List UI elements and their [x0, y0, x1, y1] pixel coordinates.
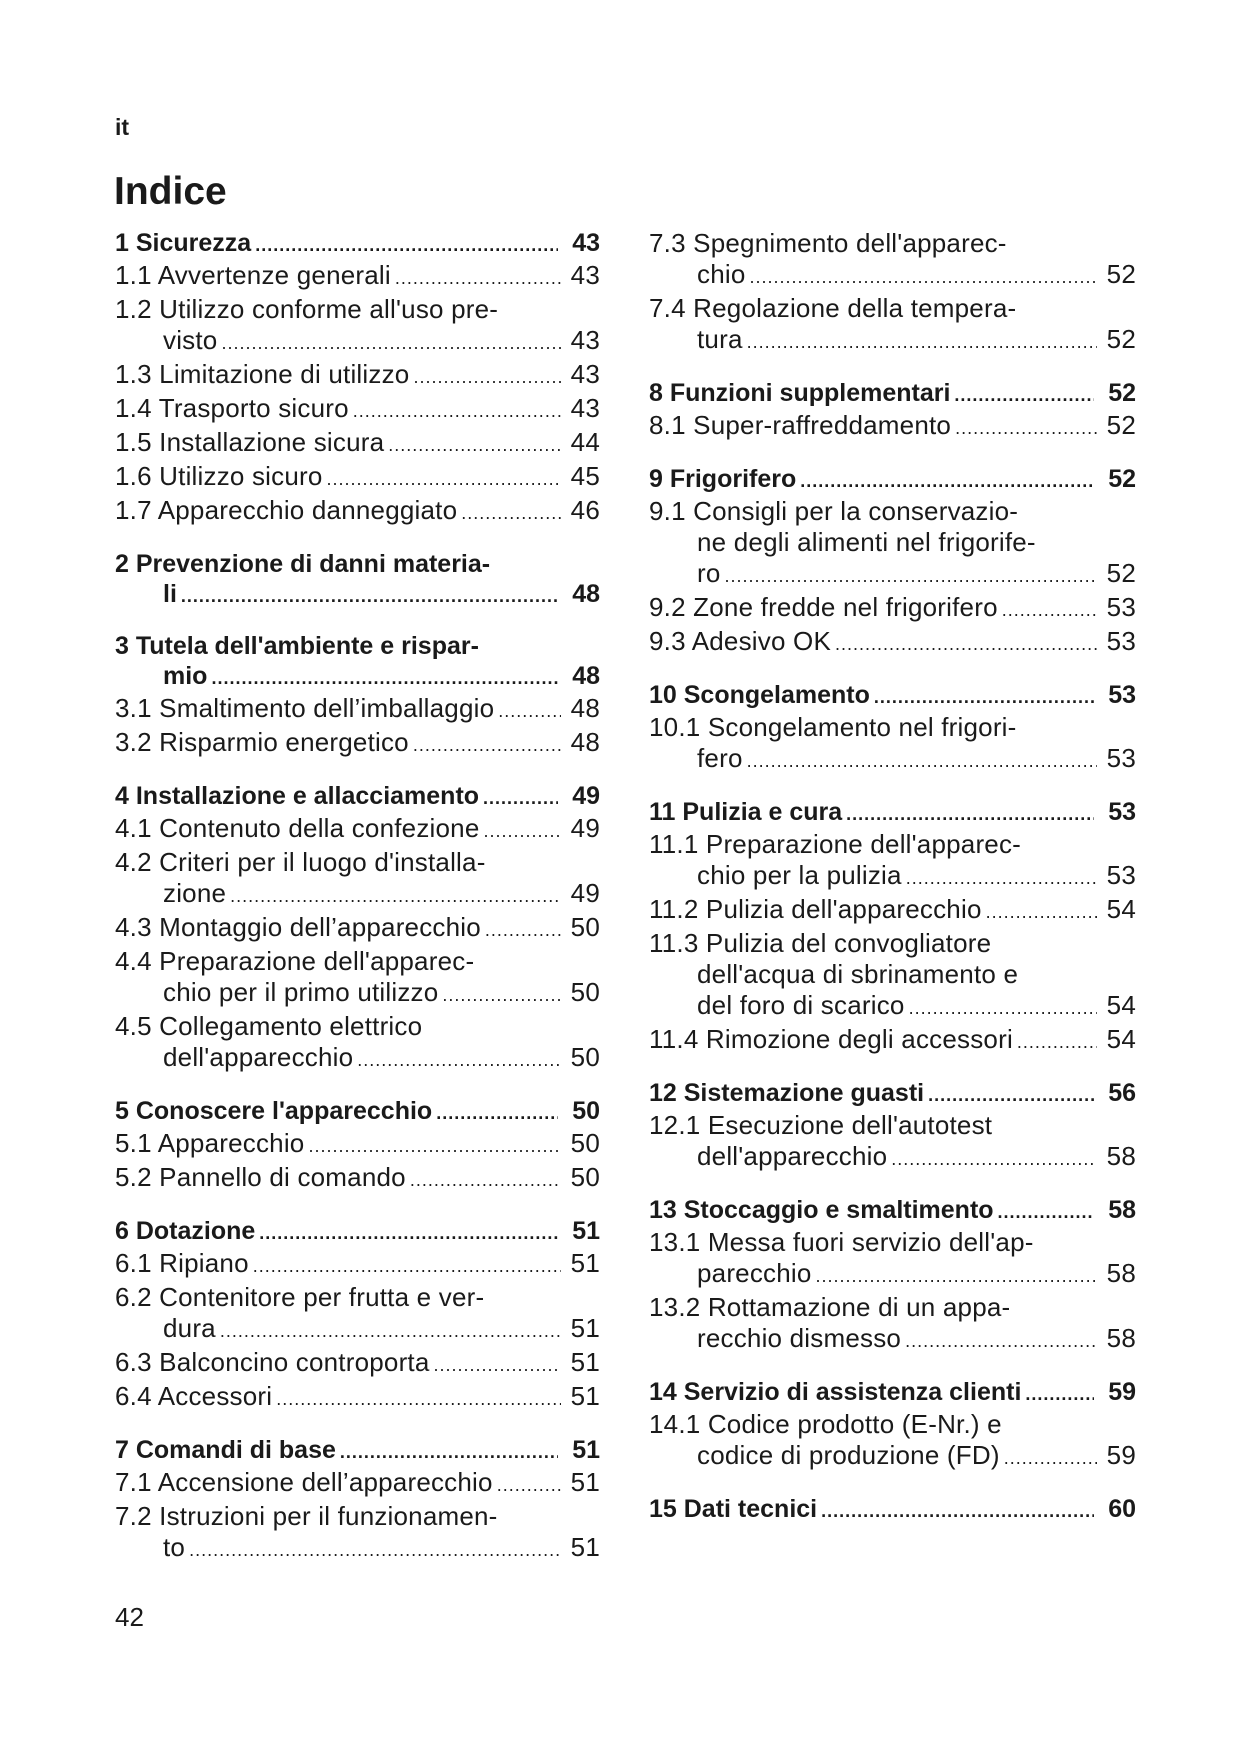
entry-text: 4.5 Collegamento elettrico — [115, 1011, 423, 1041]
dot-leader — [1025, 1379, 1094, 1409]
entry-page: 51 — [570, 1381, 600, 1411]
page-number: 42 — [115, 1602, 144, 1632]
entry-text: 11.1 Preparazione dell'apparec- — [649, 829, 1022, 859]
toc-entry[interactable] — [649, 712, 1136, 777]
entry-page: 53 — [1106, 743, 1136, 773]
entry-page: 52 — [1106, 259, 1136, 289]
entry-page: 54 — [1106, 894, 1136, 924]
heading-page: 52 — [1108, 465, 1136, 493]
toc-entry[interactable] — [649, 1024, 1136, 1058]
heading-text: 12 Sistemazione guasti — [649, 1079, 925, 1107]
entry-page: 50 — [570, 1128, 600, 1158]
entry-page: 48 — [570, 727, 600, 757]
entry-text: 3.2 Risparmio energetico — [115, 727, 409, 757]
toc-heading-3-tutela-dell-ambiente-e-rispar[interactable] — [115, 631, 600, 693]
toc-heading-9-frigorifero[interactable] — [649, 464, 1136, 496]
entry-text: chio per il primo utilizzo — [163, 977, 439, 1007]
toc-entry[interactable] — [649, 894, 1136, 928]
toc-entry[interactable] — [115, 1467, 600, 1501]
toc-entry[interactable] — [115, 359, 600, 393]
dot-leader — [436, 1098, 558, 1128]
entry-page: 50 — [570, 1162, 600, 1192]
heading-text: 2 Prevenzione di danni materia- — [115, 550, 491, 578]
entry-text: 10.1 Scongelamento nel frigori- — [649, 712, 1017, 742]
entry-text: 6.2 Contenitore per frutta e ver- — [115, 1282, 485, 1312]
dot-leader — [434, 1350, 561, 1381]
toc-section — [649, 1494, 1136, 1526]
dot-leader — [461, 498, 560, 529]
toc-entry[interactable] — [115, 294, 600, 359]
dot-leader — [986, 897, 1097, 928]
toc-entry[interactable] — [115, 1011, 600, 1076]
toc-entry[interactable] — [649, 1409, 1136, 1474]
heading-page: 49 — [572, 782, 600, 810]
toc-entry[interactable] — [649, 829, 1136, 894]
entry-page: 54 — [1106, 990, 1136, 1020]
heading-text: 3 Tutela dell'ambiente e rispar- — [115, 632, 479, 660]
toc-entry[interactable] — [115, 813, 600, 847]
entry-text: 7.2 Istruzioni per il funzionamen- — [115, 1501, 498, 1531]
entry-text: 4.3 Montaggio dell’apparecchio — [115, 912, 481, 942]
dot-leader — [874, 682, 1094, 712]
heading-page: 51 — [572, 1217, 600, 1245]
dot-leader — [484, 816, 561, 847]
dot-leader — [747, 327, 1097, 358]
toc-heading-4-installazione-e-allacciamento[interactable] — [115, 781, 600, 813]
entry-text: dell'apparecchio — [697, 1141, 888, 1171]
heading-text: 4 Installazione e allacciamento — [115, 782, 480, 810]
entry-page: 51 — [570, 1248, 600, 1278]
heading-page: 59 — [1108, 1378, 1136, 1406]
entry-text: tura — [697, 324, 743, 354]
heading-page: 48 — [572, 580, 600, 608]
entry-text: 9.1 Consigli per la conservazio- — [649, 496, 1019, 526]
dot-leader — [954, 380, 1094, 410]
dot-leader — [485, 915, 561, 946]
entry-text: 1.1 Avvertenze generali — [115, 260, 391, 290]
heading-page: 60 — [1108, 1495, 1136, 1523]
entry-text: codice di produzione (FD) — [697, 1440, 1000, 1470]
entry-text: 11.2 Pulizia dell'apparecchio — [649, 894, 982, 924]
entry-text: 12.1 Esecuzione dell'autotest — [649, 1110, 993, 1140]
dot-leader — [816, 1261, 1097, 1292]
entry-text: fero — [697, 743, 743, 773]
entry-text: parecchio — [697, 1258, 812, 1288]
toc-entry[interactable] — [115, 393, 600, 427]
dot-leader — [410, 1165, 561, 1196]
heading-text: 8 Funzioni supplementari — [649, 379, 951, 407]
heading-text: 15 Dati tecnici — [649, 1495, 818, 1523]
entry-text: 5.1 Apparecchio — [115, 1128, 305, 1158]
entry-page: 52 — [1106, 324, 1136, 354]
entry-page: 53 — [1106, 860, 1136, 890]
dot-leader — [413, 362, 560, 393]
dot-leader — [276, 1384, 560, 1415]
dot-leader — [442, 980, 560, 1011]
heading-text: 11 Pulizia e cura — [649, 798, 843, 826]
dot-leader — [259, 1218, 558, 1248]
entry-text: 6.4 Accessori — [115, 1381, 273, 1411]
toc-section — [115, 1096, 600, 1196]
toc-entry[interactable] — [115, 1162, 600, 1196]
heading-text: 13 Stoccaggio e smaltimento — [649, 1196, 994, 1224]
entry-page: 43 — [570, 359, 600, 389]
heading-text: 5 Conoscere l'apparecchio — [115, 1097, 433, 1125]
toc-section — [115, 781, 600, 1076]
heading-page: 51 — [572, 1436, 600, 1464]
toc-section — [115, 228, 600, 529]
entry-text: recchio dismesso — [697, 1323, 902, 1353]
toc-column-left — [115, 228, 600, 1586]
toc-heading-8-funzioni-supplementari[interactable] — [649, 378, 1136, 410]
dot-leader — [498, 696, 560, 727]
entry-text: 7.4 Regolazione della tempera- — [649, 293, 1017, 323]
toc-heading-15-dati-tecnici[interactable] — [649, 1494, 1136, 1526]
toc-entry[interactable] — [649, 928, 1136, 1024]
dot-leader — [413, 730, 561, 761]
toc-column-right — [649, 228, 1136, 1546]
toc-section — [115, 1435, 600, 1566]
toc-entry[interactable] — [115, 693, 600, 727]
entry-text: chio — [697, 259, 746, 289]
entry-text: 13.2 Rottamazione di un appa- — [649, 1292, 1011, 1322]
entry-page: 58 — [1106, 1258, 1136, 1288]
dot-leader — [905, 1326, 1097, 1357]
entry-page: 58 — [1106, 1141, 1136, 1171]
dot-leader — [340, 1437, 558, 1467]
entry-text: 4.4 Preparazione dell'apparec- — [115, 946, 475, 976]
entry-text: del foro di scarico — [697, 990, 905, 1020]
toc-section — [649, 228, 1136, 358]
entry-page: 52 — [1106, 410, 1136, 440]
toc-heading-1-sicurezza[interactable] — [115, 228, 600, 260]
toc-entry[interactable] — [649, 1292, 1136, 1357]
heading-page: 58 — [1108, 1196, 1136, 1224]
toc-entry[interactable] — [115, 1501, 600, 1566]
dot-leader — [928, 1080, 1094, 1110]
entry-page: 44 — [570, 427, 600, 457]
entry-page: 49 — [570, 813, 600, 843]
dot-leader — [327, 464, 561, 495]
entry-text: 6.1 Ripiano — [115, 1248, 249, 1278]
dot-leader — [211, 663, 558, 693]
toc-section — [649, 378, 1136, 444]
entry-text: 9.2 Zone fredde nel frigorifero — [649, 592, 998, 622]
toc-section — [115, 631, 600, 761]
toc-entry[interactable] — [649, 1110, 1136, 1175]
toc-entry[interactable] — [649, 496, 1136, 592]
entry-text: 3.1 Smaltimento dell’imballaggio — [115, 693, 495, 723]
heading-text: 7 Comandi di base — [115, 1436, 336, 1464]
entry-text: 1.6 Utilizzo sicuro — [115, 461, 323, 491]
heading-text: 6 Dotazione — [115, 1217, 256, 1245]
entry-text: 1.7 Apparecchio danneggiato — [115, 495, 458, 525]
entry-page: 59 — [1106, 1440, 1136, 1470]
toc-entry[interactable] — [115, 1347, 600, 1381]
heading-text: mio — [163, 662, 208, 690]
toc-entry[interactable] — [115, 912, 600, 946]
toc-heading-14-servizio-di-assistenza-clienti[interactable] — [649, 1377, 1136, 1409]
toc-entry[interactable] — [115, 946, 600, 1011]
dot-leader — [181, 581, 558, 611]
heading-text: 14 Servizio di assistenza clienti — [649, 1378, 1022, 1406]
entry-text: 14.1 Codice prodotto (E-Nr.) e — [649, 1409, 1002, 1439]
toc-entry[interactable] — [115, 1128, 600, 1162]
entry-text: 8.1 Super-raffreddamento — [649, 410, 952, 440]
entry-text: 11.3 Pulizia del convogliatore — [649, 928, 992, 958]
entry-page: 50 — [570, 912, 600, 942]
toc-heading-11-pulizia-e-cura[interactable] — [649, 797, 1136, 829]
heading-page: 48 — [572, 662, 600, 690]
dot-leader — [800, 466, 1094, 496]
entry-page: 53 — [1106, 626, 1136, 656]
dot-leader — [725, 561, 1097, 592]
dot-leader — [221, 328, 560, 359]
toc-heading-7-comandi-di-base[interactable] — [115, 1435, 600, 1467]
toc-entry[interactable] — [649, 626, 1136, 660]
entry-text: 13.1 Messa fuori servizio dell'ap- — [649, 1227, 1034, 1257]
entry-page: 53 — [1106, 592, 1136, 622]
language-tag: it — [115, 114, 130, 140]
dot-leader — [497, 1470, 561, 1501]
heading-text: 9 Frigorifero — [649, 465, 797, 493]
entry-text: 11.4 Rimozione degli accessori — [649, 1024, 1013, 1054]
dot-leader — [846, 799, 1094, 829]
dot-leader — [1002, 595, 1097, 626]
entry-page: 49 — [570, 878, 600, 908]
entry-text: 1.3 Limitazione di utilizzo — [115, 359, 410, 389]
toc-entry[interactable] — [115, 260, 600, 294]
toc-section — [649, 680, 1136, 777]
dot-leader — [230, 881, 561, 912]
dot-leader — [906, 863, 1097, 894]
toc-section — [649, 1195, 1136, 1357]
dot-leader — [747, 746, 1097, 777]
dot-leader — [750, 262, 1097, 293]
heading-page: 43 — [572, 229, 600, 257]
toc-heading-10-scongelamento[interactable] — [649, 680, 1136, 712]
dot-leader — [388, 430, 560, 461]
toc-heading-12-sistemazione-guasti[interactable] — [649, 1078, 1136, 1110]
toc-entry[interactable] — [115, 461, 600, 495]
entry-page: 52 — [1106, 558, 1136, 588]
heading-page: 56 — [1108, 1079, 1136, 1107]
dot-leader — [357, 1045, 560, 1076]
dot-leader — [395, 263, 561, 294]
toc-entry[interactable] — [649, 592, 1136, 626]
entry-page: 43 — [570, 325, 600, 355]
dot-leader — [220, 1316, 561, 1347]
entry-page: 51 — [570, 1467, 600, 1497]
entry-text: 4.1 Contenuto della confezione — [115, 813, 480, 843]
entry-text: 9.3 Adesivo OK — [649, 626, 832, 656]
toc-section — [115, 1216, 600, 1415]
toc-section — [649, 464, 1136, 660]
dot-leader — [1004, 1443, 1097, 1474]
entry-page: 43 — [570, 260, 600, 290]
toc-section — [649, 1377, 1136, 1474]
entry-page: 54 — [1106, 1024, 1136, 1054]
entry-text: 1.4 Trasporto sicuro — [115, 393, 349, 423]
entry-page: 48 — [570, 693, 600, 723]
heading-page: 53 — [1108, 681, 1136, 709]
entry-text: chio per la pulizia — [697, 860, 902, 890]
entry-page: 51 — [570, 1532, 600, 1562]
toc-section — [649, 1078, 1136, 1175]
heading-text: 1 Sicurezza — [115, 229, 252, 257]
dot-leader — [308, 1131, 560, 1162]
entry-text: dell'acqua di sbrinamento e — [697, 959, 1019, 989]
dot-leader — [253, 1251, 561, 1282]
dot-leader — [835, 629, 1097, 660]
toc-heading-2-prevenzione-di-danni-materia[interactable] — [115, 549, 600, 611]
toc-section — [115, 549, 600, 611]
entry-text: visto — [163, 325, 218, 355]
toc-entry[interactable] — [649, 410, 1136, 444]
dot-leader — [255, 230, 558, 260]
dot-leader — [483, 783, 558, 813]
heading-text: li — [163, 580, 177, 608]
entry-text: 7.1 Accensione dell’apparecchio — [115, 1467, 493, 1497]
toc-entry[interactable] — [115, 1282, 600, 1347]
dot-leader — [998, 1197, 1095, 1227]
toc-entry[interactable] — [115, 727, 600, 761]
toc-entry[interactable] — [649, 228, 1136, 293]
toc-entry[interactable] — [115, 1248, 600, 1282]
heading-page: 50 — [572, 1097, 600, 1125]
entry-page: 50 — [570, 1042, 600, 1072]
heading-page: 52 — [1108, 379, 1136, 407]
entry-text: ne degli alimenti nel frigorife- — [697, 527, 1036, 557]
entry-text: 4.2 Criteri per il luogo d'installa- — [115, 847, 486, 877]
toc-entry[interactable] — [649, 293, 1136, 358]
toc-entry[interactable] — [115, 427, 600, 461]
entry-text: 6.3 Balconcino controporta — [115, 1347, 430, 1377]
dot-leader — [353, 396, 561, 427]
toc-entry[interactable] — [115, 495, 600, 529]
entry-text: 7.3 Spegnimento dell'apparec- — [649, 228, 1007, 258]
heading-page: 53 — [1108, 798, 1136, 826]
toc-entry[interactable] — [649, 1227, 1136, 1292]
entry-text: dell'apparecchio — [163, 1042, 354, 1072]
entry-page: 50 — [570, 977, 600, 1007]
entry-text: to — [163, 1532, 186, 1562]
toc-entry[interactable] — [115, 847, 600, 912]
entry-text: 5.2 Pannello di comando — [115, 1162, 406, 1192]
entry-text: ro — [697, 558, 721, 588]
dot-leader — [821, 1496, 1094, 1526]
entry-page: 51 — [570, 1313, 600, 1343]
dot-leader — [955, 413, 1097, 444]
dot-leader — [909, 993, 1097, 1024]
heading-text: 10 Scongelamento — [649, 681, 870, 709]
page-title: Indice — [114, 170, 227, 213]
entry-page: 43 — [570, 393, 600, 423]
entry-text: 1.5 Installazione sicura — [115, 427, 385, 457]
entry-page: 46 — [570, 495, 600, 525]
entry-text: 1.2 Utilizzo conforme all'uso pre- — [115, 294, 499, 324]
dot-leader — [1017, 1027, 1097, 1058]
entry-page: 45 — [570, 461, 600, 491]
entry-page: 58 — [1106, 1323, 1136, 1353]
toc-heading-13-stoccaggio-e-smaltimento[interactable] — [649, 1195, 1136, 1227]
toc-heading-6-dotazione[interactable] — [115, 1216, 600, 1248]
toc-section — [649, 797, 1136, 1058]
toc-heading-5-conoscere-l-apparecchio[interactable] — [115, 1096, 600, 1128]
entry-page: 51 — [570, 1347, 600, 1377]
dot-leader — [189, 1535, 561, 1566]
entry-text: zione — [163, 878, 227, 908]
dot-leader — [891, 1144, 1096, 1175]
toc-entry[interactable] — [115, 1381, 600, 1415]
entry-text: dura — [163, 1313, 216, 1343]
